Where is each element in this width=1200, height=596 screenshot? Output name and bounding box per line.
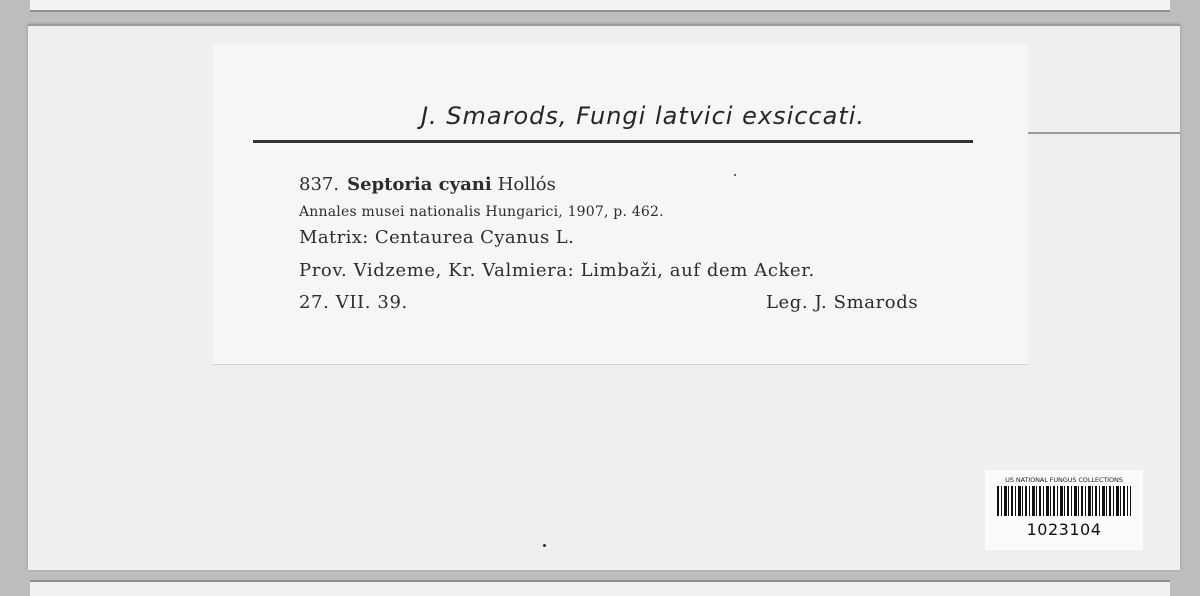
specimen-number: 837. bbox=[299, 174, 340, 195]
title-rule bbox=[253, 140, 973, 143]
literature-reference: Annales musei nationalis Hungarici, 1907, p. 462. bbox=[299, 204, 664, 220]
collector-line: Leg. J. Smarods bbox=[766, 292, 919, 313]
upper-sheet-edge bbox=[30, 0, 1170, 12]
barcode-number: 1023104 bbox=[1026, 520, 1102, 539]
matrix-line: Matrix: Centaurea Cyanus L. bbox=[299, 227, 575, 248]
species-name: Septoria cyani bbox=[347, 174, 492, 195]
collection-date: 27. VII. 39. bbox=[299, 292, 408, 313]
locality-line: Prov. Vidzeme, Kr. Valmiera: Limbaži, auf dem Acker. bbox=[299, 260, 815, 281]
barcode-bars bbox=[997, 486, 1131, 516]
barcode-label bbox=[985, 470, 1143, 550]
paper-speck bbox=[543, 544, 546, 547]
paper-speck bbox=[734, 174, 736, 176]
sheet-edge-line bbox=[1008, 132, 1180, 134]
barcode-heading: US NATIONAL FUNGUS COLLECTIONS bbox=[1005, 476, 1123, 484]
species-author: Hollós bbox=[497, 174, 556, 195]
specimen-label bbox=[213, 44, 1028, 365]
series-title: J. Smarods, Fungi latvici exsiccati. bbox=[420, 102, 866, 130]
herbarium-sheet bbox=[28, 24, 1180, 570]
specimen-heading-line bbox=[299, 174, 556, 195]
